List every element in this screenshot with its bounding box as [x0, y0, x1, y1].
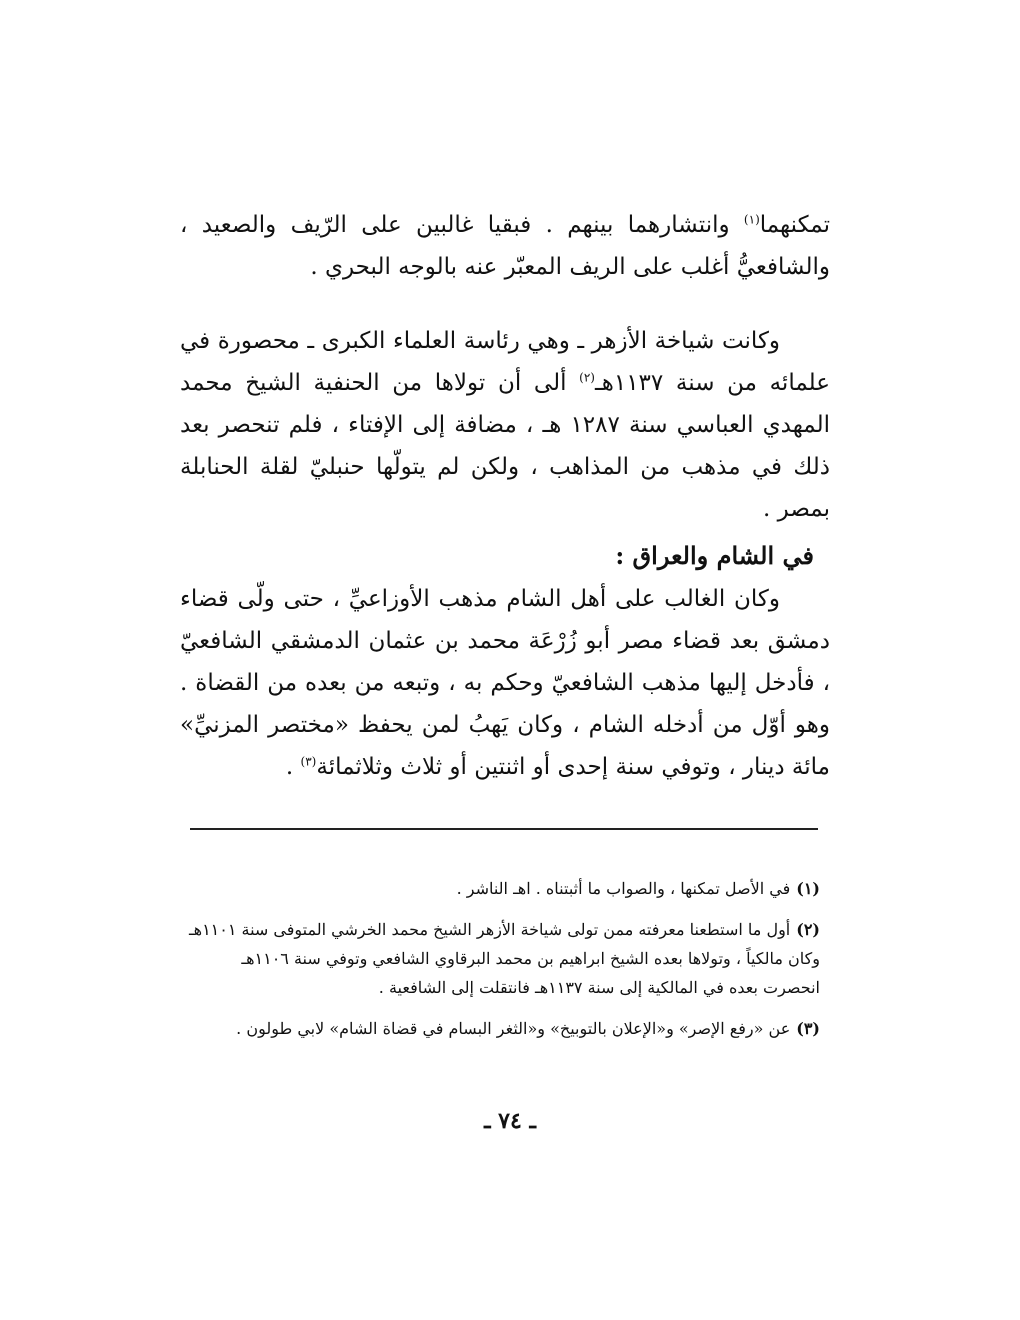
footnote-ref-3: (٣) [300, 754, 317, 769]
footnote-text: في الأصل تمكنها ، والصواب ما أثبتناه . اهـ الناشر . [456, 879, 791, 898]
section-heading: في الشام والعراق : [615, 540, 814, 570]
paragraph-3 [180, 578, 830, 788]
footnote-2 [180, 915, 820, 1002]
footnote-number: (٢) [796, 920, 820, 939]
footnote-text: عن «رفع الإصر» و«الإعلان بالتوبيخ» و«الثغر البسام في قضاة الشام» لابي طولون . [236, 1019, 791, 1038]
paragraph-2 [180, 320, 830, 530]
footnote-number: (٣) [796, 1019, 820, 1038]
footnotes [180, 874, 820, 1055]
footnote-3 [180, 1014, 820, 1043]
footnote-divider [190, 828, 818, 830]
page-number: ـ ٧٤ ـ [484, 1108, 536, 1134]
footnote-1 [180, 874, 820, 903]
paragraph-2-text-start: وكانت شياخة الأزهر ـ وهي رئاسة العلماء الكبرى ـ محصورة في علمائه من سنة ١١٣٧هـ [180, 328, 830, 396]
footnote-number: (١) [796, 879, 820, 898]
paragraph-1 [180, 204, 830, 288]
footnote-ref-2: (٢) [579, 370, 595, 385]
paragraph-1-text-end: وانتشارهما بينهم . فبقيا غالبين على الرّيف والصعيد ، والشافعيُّ أغلب على الريف المعبّر عنه بالوجه البحري . [180, 212, 830, 280]
paragraph-2-text-end: ألى أن تولاها من الحنفية الشيخ محمد المهدي العباسي سنة ١٢٨٧ هـ ، مضافة إلى الإفتاء ، فلم تنحصر بعد ذلك في مذهب من المذاهب ، ولكن لم يتولّها حنبليّ لقلة الحنابلة بمصر . [180, 370, 831, 522]
paragraph-1-text-start: تمكنهما [759, 212, 830, 238]
footnote-text: أول ما استطعنا معرفته ممن تولى شياخة الأزهر الشيخ محمد الخرشي المتوفى سنة ١١٠١هـ وكان مالكياً ، وتولاها بعده الشيخ ابراهيم بن محمد البرقاوي الشافعي وتوفي سنة ١١٠٦هـ انحصرت بعده في المالكية إلى سنة ١١٣٧هـ فانتقلت إلى الشافعية . [188, 920, 820, 997]
footnote-ref-1: (١) [743, 212, 760, 227]
paragraph-3-text-start: وكان الغالب على أهل الشام مذهب الأوزاعيِّ ، حتى ولّى قضاء دمشق بعد قضاء مصر أبو زُرْعَة محمد بن عثمان الدمشقي الشافعيّ ، فأدخل إليها مذهب الشافعيّ وحكم به ، وتبعه من بعده من القضاة . وهو أوّل من أدخله الشام ، وكان يَهبُ لمن يحفظ «مختصر المزنيِّ» مائة دينار ، وتوفي سنة إحدى أو اثنتين أو ثلاث وثلاثمائة [180, 586, 830, 780]
paragraph-3-text-end: . [285, 754, 301, 780]
